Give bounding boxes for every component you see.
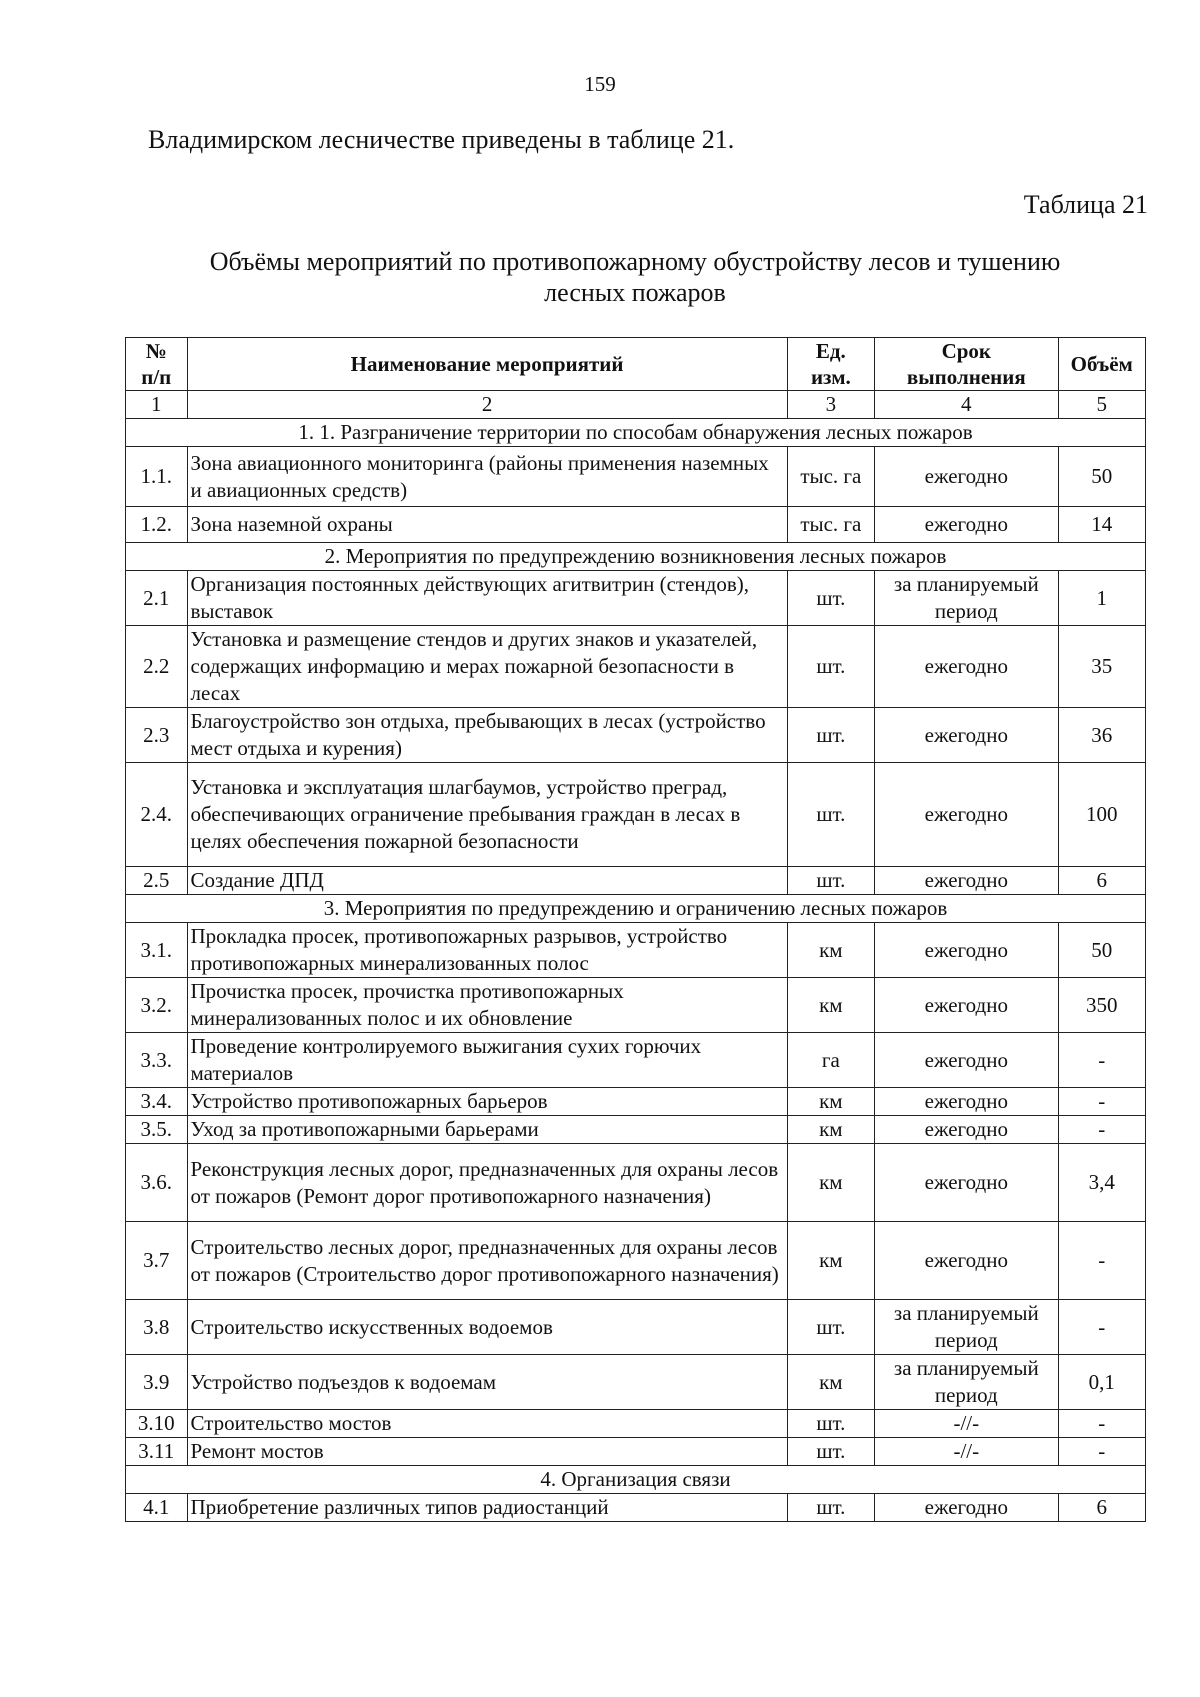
volume-value: 50 bbox=[1058, 447, 1145, 507]
table-row bbox=[126, 1033, 1146, 1088]
volume-value: 1 bbox=[1058, 571, 1145, 626]
unit-of-measure: тыс. га bbox=[787, 447, 874, 507]
measure-name: Благоустройство зон отдыха, пребывающих в лесах (устройство мест отдыха и курения) bbox=[187, 708, 787, 763]
volume-value: 100 bbox=[1058, 763, 1145, 867]
table-row bbox=[126, 1438, 1146, 1466]
volume-value: 35 bbox=[1058, 626, 1145, 708]
unit-of-measure: тыс. га bbox=[787, 507, 874, 543]
unit-of-measure: шт. bbox=[787, 571, 874, 626]
volume-value: - bbox=[1058, 1300, 1145, 1355]
completion-term: ежегодно bbox=[875, 1033, 1058, 1088]
table-title-line: лесных пожаров bbox=[544, 278, 726, 307]
column-number: 4 bbox=[875, 391, 1058, 419]
row-number: 3.11 bbox=[126, 1438, 188, 1466]
volume-value: - bbox=[1058, 1088, 1145, 1116]
completion-term: ежегодно bbox=[875, 447, 1058, 507]
row-number: 2.5 bbox=[126, 867, 188, 895]
table-row bbox=[126, 708, 1146, 763]
row-number: 2.1 bbox=[126, 571, 188, 626]
measure-name: Ремонт мостов bbox=[187, 1438, 787, 1466]
unit-of-measure: шт. bbox=[787, 1438, 874, 1466]
unit-of-measure: км bbox=[787, 1222, 874, 1300]
completion-term: ежегодно bbox=[875, 507, 1058, 543]
row-number: 3.8 bbox=[126, 1300, 188, 1355]
volume-value: - bbox=[1058, 1438, 1145, 1466]
table-row bbox=[126, 1410, 1146, 1438]
row-number: 3.7 bbox=[126, 1222, 188, 1300]
section-row bbox=[126, 1466, 1146, 1494]
table-row bbox=[126, 1144, 1146, 1222]
unit-of-measure: шт. bbox=[787, 626, 874, 708]
row-number: 3.2. bbox=[126, 978, 188, 1033]
measure-name: Зона авиационного мониторинга (районы применения наземных и авиационных средств) bbox=[187, 447, 787, 507]
measure-name: Уход за противопожарными барьерами bbox=[187, 1116, 787, 1144]
row-number: 3.9 bbox=[126, 1355, 188, 1410]
measure-name: Создание ДПД bbox=[187, 867, 787, 895]
table-row bbox=[126, 1222, 1146, 1300]
header-name: Наименование мероприятий bbox=[187, 338, 787, 391]
measure-name: Устройство противопожарных барьеров bbox=[187, 1088, 787, 1116]
completion-term: ежегодно bbox=[875, 867, 1058, 895]
volume-value: 14 bbox=[1058, 507, 1145, 543]
column-number: 5 bbox=[1058, 391, 1145, 419]
measure-name: Организация постоянных действующих агитвитрин (стендов), выставок bbox=[187, 571, 787, 626]
volume-value: - bbox=[1058, 1033, 1145, 1088]
header-volume: Объём bbox=[1058, 338, 1145, 391]
row-number: 2.2 bbox=[126, 626, 188, 708]
row-number: 3.1. bbox=[126, 923, 188, 978]
measure-name: Прокладка просек, противопожарных разрывов, устройство противопожарных минерализованных полос bbox=[187, 923, 787, 978]
section-title: 2. Мероприятия по предупреждению возникновения лесных пожаров bbox=[126, 543, 1146, 571]
completion-term: ежегодно bbox=[875, 1116, 1058, 1144]
measure-name: Приобретение различных типов радиостанций bbox=[187, 1494, 787, 1522]
volume-value: 6 bbox=[1058, 867, 1145, 895]
completion-term: за планируемый период bbox=[875, 1300, 1058, 1355]
row-number: 3.3. bbox=[126, 1033, 188, 1088]
completion-term: ежегодно bbox=[875, 978, 1058, 1033]
row-number: 3.5. bbox=[126, 1116, 188, 1144]
completion-term: за планируемый период bbox=[875, 571, 1058, 626]
completion-term: ежегодно bbox=[875, 708, 1058, 763]
volume-value: 0,1 bbox=[1058, 1355, 1145, 1410]
table-row bbox=[126, 507, 1146, 543]
completion-term: -//- bbox=[875, 1438, 1058, 1466]
completion-term: за планируемый период bbox=[875, 1355, 1058, 1410]
completion-term: ежегодно bbox=[875, 1088, 1058, 1116]
table-row bbox=[126, 978, 1146, 1033]
volume-value: 36 bbox=[1058, 708, 1145, 763]
volume-value: - bbox=[1058, 1116, 1145, 1144]
column-number: 3 bbox=[787, 391, 874, 419]
completion-term: ежегодно bbox=[875, 1494, 1058, 1522]
measure-name: Проведение контролируемого выжигания сухих горючих материалов bbox=[187, 1033, 787, 1088]
measures-table bbox=[125, 337, 1146, 1522]
unit-of-measure: км bbox=[787, 978, 874, 1033]
volume-value: 3,4 bbox=[1058, 1144, 1145, 1222]
unit-of-measure: шт. bbox=[787, 1494, 874, 1522]
table-row bbox=[126, 867, 1146, 895]
table-row bbox=[126, 1300, 1146, 1355]
measure-name: Строительство лесных дорог, предназначенных для охраны лесов от пожаров (Строительство дорог противопожарного назначения) bbox=[187, 1222, 787, 1300]
unit-of-measure: км bbox=[787, 1116, 874, 1144]
table-row bbox=[126, 1088, 1146, 1116]
completion-term: ежегодно bbox=[875, 1144, 1058, 1222]
row-number: 1.2. bbox=[126, 507, 188, 543]
intro-text: Владимирском лесничестве приведены в таблице 21. bbox=[148, 125, 735, 154]
measure-name: Прочистка просек, прочистка противопожарных минерализованных полос и их обновление bbox=[187, 978, 787, 1033]
table-title bbox=[150, 246, 1120, 308]
unit-of-measure: шт. bbox=[787, 708, 874, 763]
unit-of-measure: км bbox=[787, 1144, 874, 1222]
measure-name: Установка и эксплуатация шлагбаумов, устройство преград, обеспечивающих ограничение пребывания граждан в лесах в целях обеспечения пожарной безопасности bbox=[187, 763, 787, 867]
table-row bbox=[126, 923, 1146, 978]
section-row bbox=[126, 419, 1146, 447]
volume-value: 6 bbox=[1058, 1494, 1145, 1522]
unit-of-measure: шт. bbox=[787, 1300, 874, 1355]
header-term: Срок выполнения bbox=[875, 338, 1058, 391]
measure-name: Установка и размещение стендов и других знаков и указателей, содержащих информацию и мерах пожарной безопасности в лесах bbox=[187, 626, 787, 708]
table-row bbox=[126, 1116, 1146, 1144]
measure-name: Зона наземной охраны bbox=[187, 507, 787, 543]
volume-value: - bbox=[1058, 1410, 1145, 1438]
volume-value: - bbox=[1058, 1222, 1145, 1300]
section-title: 4. Организация связи bbox=[126, 1466, 1146, 1494]
table-title-line: Объёмы мероприятий по противопожарному обустройству лесов и тушению bbox=[209, 247, 1061, 276]
table-row bbox=[126, 571, 1146, 626]
completion-term: ежегодно bbox=[875, 923, 1058, 978]
volume-value: 350 bbox=[1058, 978, 1145, 1033]
table-label: Таблица 21 bbox=[1023, 190, 1148, 219]
row-number: 2.4. bbox=[126, 763, 188, 867]
unit-of-measure: км bbox=[787, 923, 874, 978]
table-row bbox=[126, 1355, 1146, 1410]
column-numbers-row bbox=[126, 391, 1146, 419]
section-title: 1. 1. Разграничение территории по способам обнаружения лесных пожаров bbox=[126, 419, 1146, 447]
column-number: 2 bbox=[187, 391, 787, 419]
unit-of-measure: шт. bbox=[787, 1410, 874, 1438]
table-row bbox=[126, 1494, 1146, 1522]
measure-name: Строительство искусственных водоемов bbox=[187, 1300, 787, 1355]
row-number: 3.4. bbox=[126, 1088, 188, 1116]
unit-of-measure: км bbox=[787, 1355, 874, 1410]
page-number: 159 bbox=[584, 72, 616, 96]
unit-of-measure: км bbox=[787, 1088, 874, 1116]
unit-of-measure: га bbox=[787, 1033, 874, 1088]
completion-term: ежегодно bbox=[875, 626, 1058, 708]
table-row bbox=[126, 763, 1146, 867]
row-number: 3.10 bbox=[126, 1410, 188, 1438]
unit-of-measure: шт. bbox=[787, 867, 874, 895]
section-title: 3. Мероприятия по предупреждению и ограничению лесных пожаров bbox=[126, 895, 1146, 923]
row-number: 1.1. bbox=[126, 447, 188, 507]
table-body bbox=[126, 419, 1146, 1522]
row-number: 4.1 bbox=[126, 1494, 188, 1522]
column-number: 1 bbox=[126, 391, 188, 419]
volume-value: 50 bbox=[1058, 923, 1145, 978]
row-number: 3.6. bbox=[126, 1144, 188, 1222]
unit-of-measure: шт. bbox=[787, 763, 874, 867]
completion-term: ежегодно bbox=[875, 1222, 1058, 1300]
completion-term: -//- bbox=[875, 1410, 1058, 1438]
completion-term: ежегодно bbox=[875, 763, 1058, 867]
measure-name: Реконструкция лесных дорог, предназначенных для охраны лесов от пожаров (Ремонт дорог противопожарного назначения) bbox=[187, 1144, 787, 1222]
section-row bbox=[126, 895, 1146, 923]
row-number: 2.3 bbox=[126, 708, 188, 763]
section-row bbox=[126, 543, 1146, 571]
measure-name: Строительство мостов bbox=[187, 1410, 787, 1438]
header-row bbox=[126, 338, 1146, 391]
measure-name: Устройство подъездов к водоемам bbox=[187, 1355, 787, 1410]
table-row bbox=[126, 447, 1146, 507]
header-unit: Ед. изм. bbox=[787, 338, 874, 391]
header-num: № п/п bbox=[126, 338, 188, 391]
table-row bbox=[126, 626, 1146, 708]
